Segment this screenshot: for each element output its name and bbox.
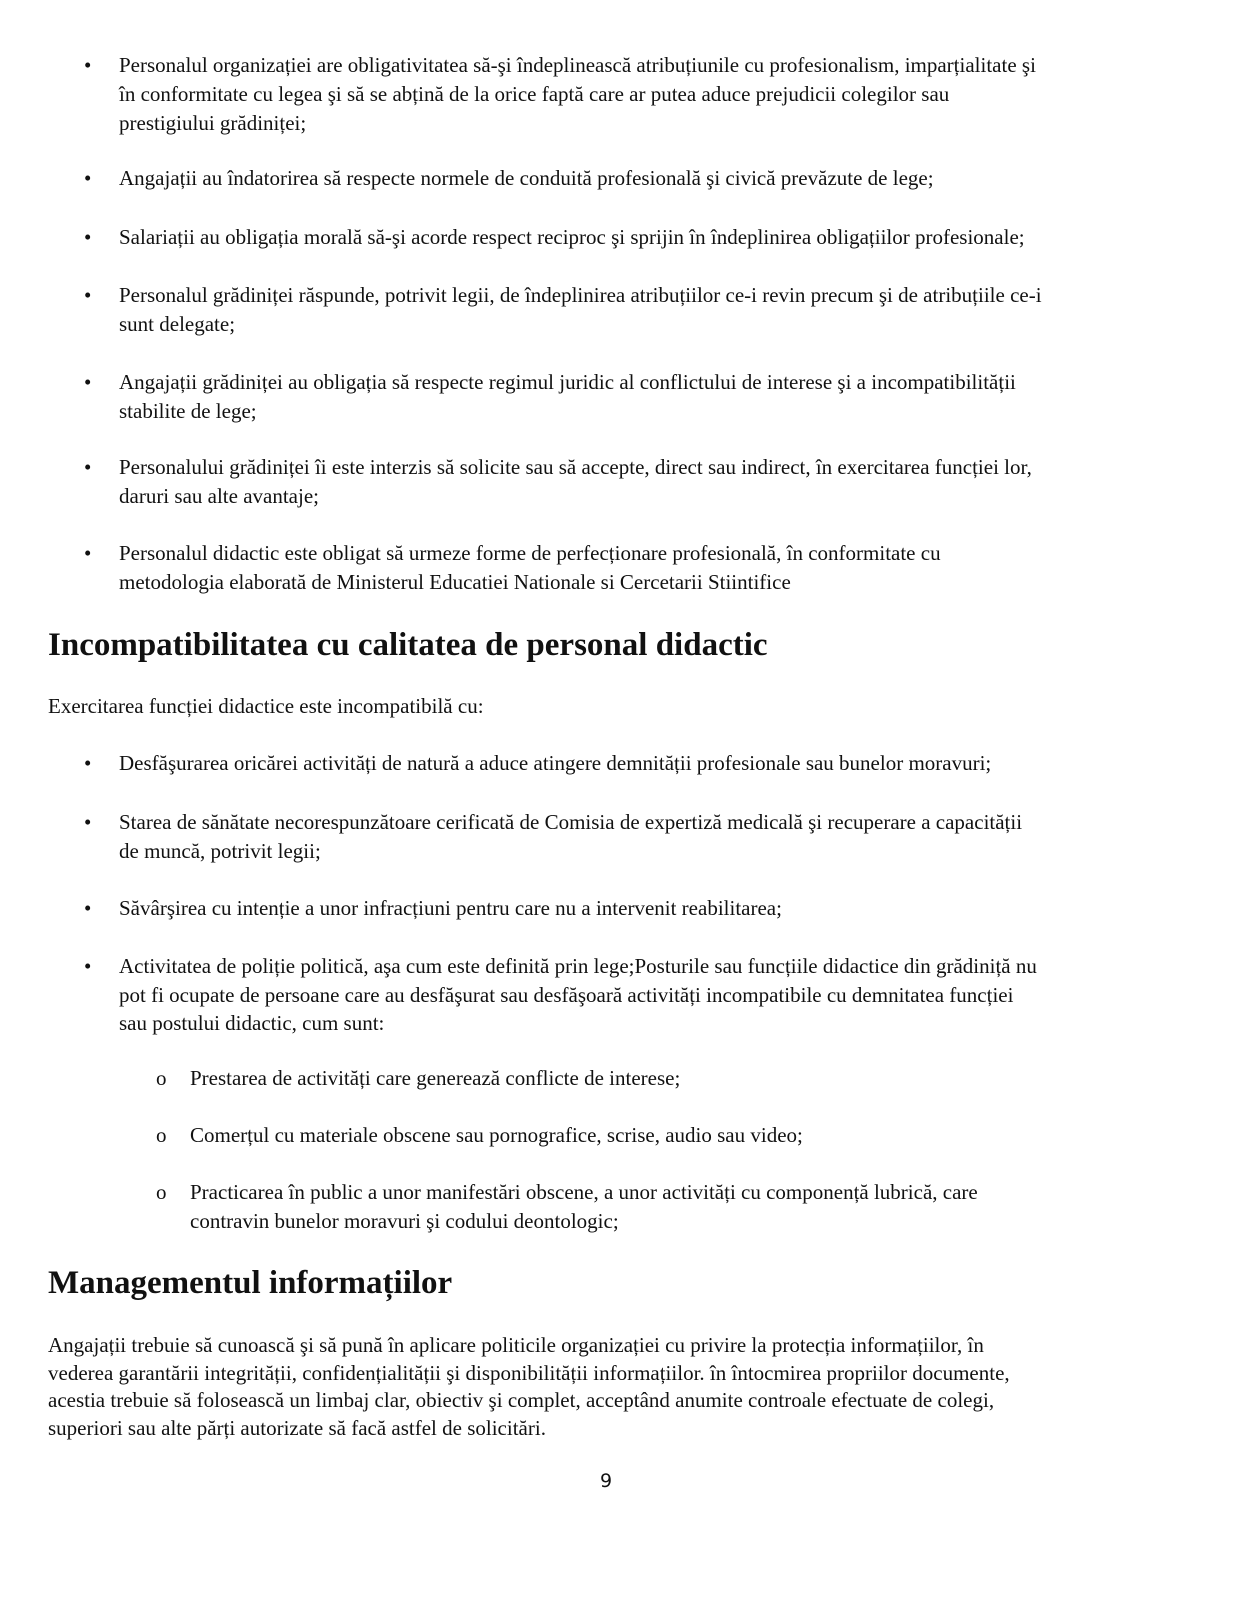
sub-bullet-item-text: contravin bunelor moravuri şi codului deontologic; xyxy=(190,1209,619,1233)
bullet-item-text: metodologia elaborată de Ministerul Educatiei Nationale si Cercetarii Stiintifice xyxy=(119,570,791,594)
bullet-item-marker: • xyxy=(84,283,92,307)
bullet-item-marker: • xyxy=(84,541,92,565)
paragraph-line: superiori sau alte părți autorizate să facă astfel de solicitări. xyxy=(48,1415,546,1440)
bullet-item-text: Angajații grădiniței au obligația să respecte regimul juridic al conflictului de interese şi a incompatibilității xyxy=(119,370,1016,394)
bullet-item-marker: • xyxy=(84,455,92,479)
section-heading-information-management: Managementul informațiilor xyxy=(48,1265,453,1301)
bullet-item-marker: • xyxy=(84,225,92,249)
bullet-item-text: Săvârşirea cu intenție a unor infracțiuni pentru care nu a intervenit reabilitarea; xyxy=(119,896,782,920)
bullet-item-text: de muncă, potrivit legii; xyxy=(119,838,321,863)
bullet-item-marker: • xyxy=(84,751,92,775)
bullet-item-text: Activitatea de poliție politică, aşa cum este definită prin lege;Posturile sau funcțiile didactice din grădiniță nu xyxy=(119,954,1037,978)
page-number: 9 xyxy=(599,1470,613,1492)
bullet-item-text: Angajații au îndatorirea să respecte normele de conduită profesională şi civică prevăzute de lege; xyxy=(119,166,934,190)
section-heading-incompatibility: Incompatibilitatea cu calitatea de personal didactic xyxy=(48,627,768,663)
bullet-item-text: Starea de sănătate necorespunzătoare cerificată de Comisia de expertiză medicală şi recuperare a capacității xyxy=(119,810,1023,834)
bullet-item-text: Personalului grădiniței îi este interzis să solicite sau să accepte, direct sau indirect, în exercitarea funcției lor, xyxy=(119,455,1032,479)
bullet-item-marker: • xyxy=(84,166,92,190)
bullet-item-text: stabilite de lege; xyxy=(119,399,257,423)
bullet-item-text: daruri sau alte avantaje; xyxy=(119,484,319,508)
bullet-item-text: Personalul organizației are obligativitatea să-şi îndeplinească atribuțiunile cu profesionalism, imparțialitate şi xyxy=(119,53,1036,77)
bullet-item-text: pot fi ocupate de persoane care au desfăşurat sau desfăşoară activități incompatibile cu demnitatea funcției xyxy=(119,982,1014,1007)
bullet-item-text: sunt delegate; xyxy=(119,312,236,336)
bullet-item-marker: • xyxy=(84,810,92,834)
paragraph-line: vederea garantării integrității, confidențialității şi disponibilității informațiilor. în întocmirea propriilor documente, xyxy=(48,1360,1010,1385)
bullet-item-text: în conformitate cu legea şi să se abțină de la orice faptă care ar putea aduce prejudicii colegilor sau xyxy=(119,82,950,106)
bullet-item-marker: • xyxy=(84,53,92,77)
sub-bullet-item-marker: o xyxy=(156,1180,167,1204)
sub-bullet-item-marker: o xyxy=(156,1123,167,1147)
paragraph-line: Angajații trebuie să cunoască şi să pună în aplicare politicile organizației cu privire la protecția informațiilor, în xyxy=(48,1333,984,1357)
bullet-item-text: Desfăşurarea oricărei activități de natură a aduce atingere demnității profesionale sau bunelor moravuri; xyxy=(119,751,992,775)
bullet-item-text: Personalul didactic este obligat să urmeze forme de perfecționare profesională, în conformitate cu xyxy=(119,541,941,565)
sub-bullet-item-marker: o xyxy=(156,1066,167,1090)
bullet-item-text: prestigiului grădiniței; xyxy=(119,111,307,135)
bullet-item-text: Personalul grădiniței răspunde, potrivit legii, de îndeplinirea atribuțiilor ce-i revin precum şi de atribuțiile ce-i xyxy=(119,283,1042,307)
sub-bullet-item-text: Practicarea în public a unor manifestări obscene, a unor activități cu componență lubrică, care xyxy=(190,1180,978,1204)
section-intro: Exercitarea funcției didactice este incompatibilă cu: xyxy=(48,694,484,718)
bullet-item-marker: • xyxy=(84,954,92,978)
sub-bullet-item-text: Comerțul cu materiale obscene sau pornografice, scrise, audio sau video; xyxy=(190,1123,803,1147)
bullet-item-text: Salariații au obligația morală să-şi acorde respect reciproc şi sprijin în îndeplinirea obligațiilor profesionale; xyxy=(119,225,1025,249)
bullet-item-marker: • xyxy=(84,896,92,920)
paragraph-line: acestia trebuie să folosească un limbaj clar, obiectiv şi complet, acceptând anumite controale efectuate de colegi, xyxy=(48,1388,995,1412)
sub-bullet-item-text: Prestarea de activități care generează conflicte de interese; xyxy=(190,1066,681,1090)
bullet-item-text: sau postului didactic, cum sunt: xyxy=(119,1011,385,1035)
bullet-item-marker: • xyxy=(84,370,92,394)
